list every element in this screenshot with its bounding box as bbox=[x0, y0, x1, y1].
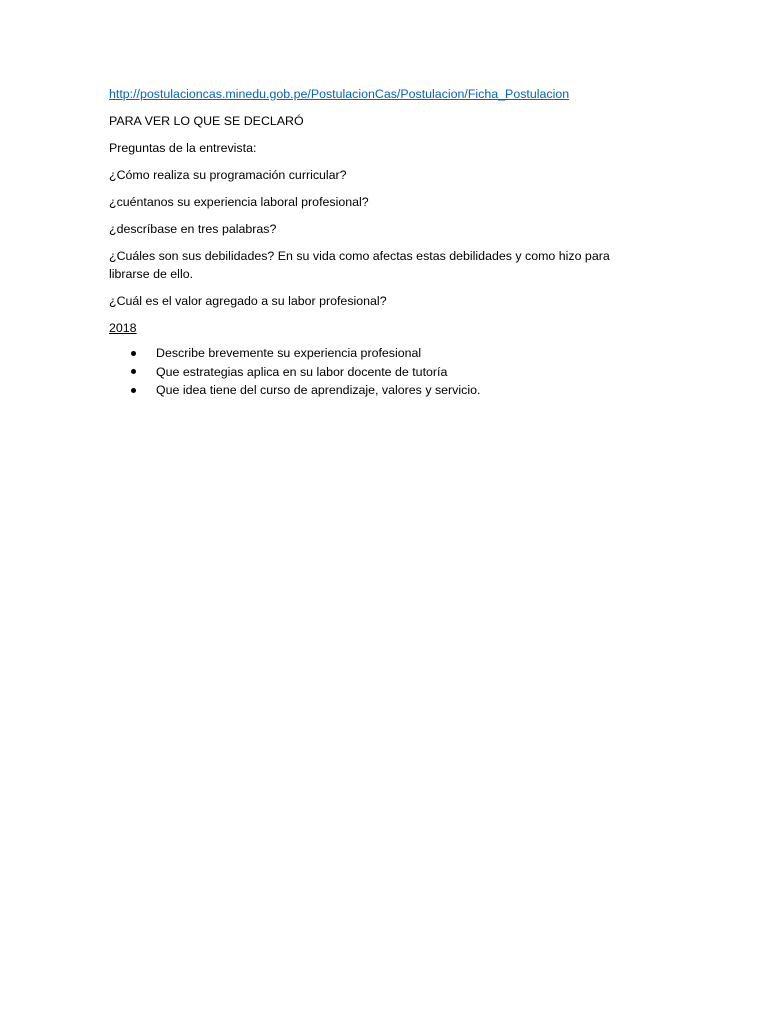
list-item-text: Que estrategias aplica en su labor docente de tutoría bbox=[156, 364, 448, 379]
question-1: ¿Cómo realiza su programación curricular? bbox=[109, 168, 347, 182]
list-item-text: Que idea tiene del curso de aprendizaje, valores y servicio. bbox=[156, 383, 481, 397]
bullet-icon bbox=[131, 388, 136, 393]
list-item-text: Describe brevemente su experiencia profesional bbox=[156, 346, 422, 360]
list-item bbox=[109, 381, 639, 400]
postulacion-link[interactable]: http://postulacioncas.minedu.gob.pe/PostulacionCas/Postulacion/Ficha_Postulacion bbox=[109, 87, 570, 101]
question-3: ¿descríbase en tres palabras? bbox=[109, 222, 277, 236]
heading: PARA VER LO QUE SE DECLARÓ bbox=[109, 114, 304, 128]
bullet-list bbox=[109, 344, 639, 400]
list-item bbox=[109, 344, 639, 363]
year-label: 2018 bbox=[109, 321, 137, 335]
subheading: Preguntas de la entrevista: bbox=[109, 141, 257, 155]
link-paragraph bbox=[109, 85, 639, 103]
bullet-icon bbox=[131, 351, 136, 356]
bullet-icon bbox=[131, 369, 136, 374]
list-item bbox=[109, 363, 639, 382]
question-4: ¿Cuáles son sus debilidades? En su vida como afectas estas debilidades y como hizo para librarse de ello. bbox=[109, 249, 610, 281]
document-body bbox=[109, 85, 639, 400]
question-2: ¿cuéntanos su experiencia laboral profesional? bbox=[109, 195, 369, 209]
question-5: ¿Cuál es el valor agregado a su labor profesional? bbox=[109, 294, 387, 308]
